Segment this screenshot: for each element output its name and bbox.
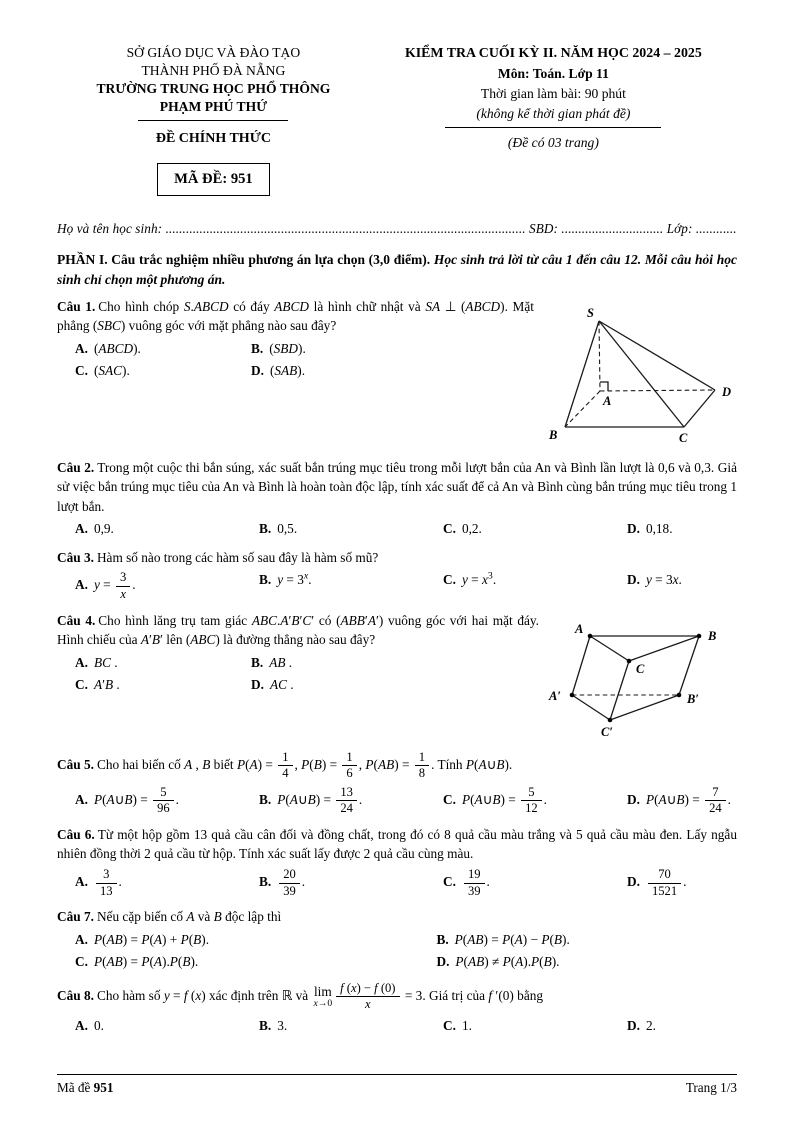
option-A: A. BC . xyxy=(75,654,118,670)
part1-heading-bold: PHẦN I. Câu trắc nghiệm nhiều phương án lựa chọn (3,0 điểm). xyxy=(57,252,431,268)
city-name: THÀNH PHỐ ĐÀ NẴNG xyxy=(141,62,286,78)
option-label: D. xyxy=(627,572,640,588)
question-text: Câu 3. Hàm số nào trong các hàm số sau đây là hàm số mũ? xyxy=(57,549,379,565)
answer-options xyxy=(57,569,737,603)
option-label: D. xyxy=(251,363,264,379)
answer-options xyxy=(57,338,534,383)
option-label: D. xyxy=(627,521,640,537)
option-D: D. 2. xyxy=(627,1018,656,1034)
exam-title: KIỂM TRA CUỐI KỲ II. NĂM HỌC 2024 – 2025 xyxy=(404,46,702,61)
option-label: C. xyxy=(443,521,456,537)
header-right-block xyxy=(370,44,737,196)
option-C: C. (SAC). xyxy=(75,363,130,379)
option-C: C. $y = x^3$. xyxy=(443,570,497,588)
question-number: Câu 7. xyxy=(57,909,94,925)
footer-page-number: Trang 1/3 xyxy=(685,1080,737,1095)
option-D: D. 0,18. xyxy=(627,521,673,537)
prism-figure-svg xyxy=(547,613,737,743)
option-label: B. xyxy=(436,931,449,947)
vertex-label-B′: B′ xyxy=(687,691,699,706)
question-number: Câu 8. xyxy=(57,988,94,1004)
question-number: Câu 3. xyxy=(57,549,94,565)
question-text: Câu 6. Từ một hộp gồm 13 quả cầu cân đối và đồng chất, trong đó có 8 quả cầu màu trắng và 5 quả cầu màu đen. Lấy ngẫu nhiên đồng thời 2 quả cầu từ hộp. Tính xác suất lấy được 2 quả cầu cùng màu. xyxy=(57,826,737,862)
vertex-label-B: B xyxy=(708,628,717,643)
option-B: B. $\frac{20}{39}$ . xyxy=(259,866,306,898)
vertex-label-C: C xyxy=(636,661,645,676)
option-label: C. xyxy=(75,954,88,970)
exam-code-box: MÃ ĐỀ: 951 xyxy=(157,163,270,196)
student-name-dots: .......................................................................................................... xyxy=(165,221,526,237)
option-D: D. P(AB) ≠ P(A).P(B). xyxy=(436,954,560,970)
vertex-label-A′: A′ xyxy=(549,688,561,703)
option-label: B. xyxy=(251,340,264,356)
vertex-label-D: D xyxy=(722,384,732,399)
option-label: C. xyxy=(443,874,456,890)
duration-note: (không kể thời gian phát đề) xyxy=(476,105,631,121)
question-1 xyxy=(57,297,737,451)
school-name-line1: TRƯỜNG TRUNG HỌC PHỔ THÔNG xyxy=(96,80,331,96)
option-label: A. xyxy=(75,340,88,356)
question-3 xyxy=(57,548,737,604)
option-C: C. P(AB) = P(A).P(B). xyxy=(75,954,199,970)
fraction: $\frac{1}{4}$ xyxy=(278,751,292,781)
option-label: A. xyxy=(75,874,88,890)
question-number: Câu 6. xyxy=(57,826,95,842)
question-6 xyxy=(57,825,737,900)
option-C: C. A′B . xyxy=(75,677,120,693)
question-number: Câu 2. xyxy=(57,459,95,475)
option-B: B. 3. xyxy=(259,1018,288,1034)
fraction: $\frac{7}{24}$ xyxy=(705,786,726,816)
option-label: A. xyxy=(75,931,88,947)
page-count-note: (Đề có 03 trang) xyxy=(507,135,599,151)
pyramid-figure-svg xyxy=(542,299,737,451)
fraction: $\frac{3}{13}$ xyxy=(96,868,117,898)
header-left-rule xyxy=(138,120,288,121)
page-footer xyxy=(57,1074,737,1096)
option-label: B. xyxy=(259,572,272,588)
question-text: Câu 7. Nếu cặp biến cố A và B độc lập thì xyxy=(57,909,282,925)
header-left-block xyxy=(57,44,370,196)
department-name: SỞ GIÁO DỤC VÀ ĐÀO TẠO xyxy=(126,45,301,60)
option-label: D. xyxy=(627,791,640,807)
option-label: A. xyxy=(75,577,88,593)
sbd-label: SBD: xyxy=(525,221,562,237)
option-label: C. xyxy=(443,1018,456,1034)
question-5 xyxy=(57,750,737,818)
question-text: Câu 1. Cho hình chóp S.ABCD có đáy ABCD là hình chữ nhật và SA ⊥ (ABCD). Mặt phẳng (SBC) vuông góc với mặt phẳng nào sau đây? xyxy=(57,298,534,334)
option-label: A. xyxy=(75,791,88,807)
option-A: A. 0,9. xyxy=(75,521,114,537)
option-B: B. $y = 3^x$. xyxy=(259,570,312,588)
part1-heading-italic: Học sinh trả lời từ câu 1 đến câu 12. Mỗi câu hỏi học sinh chỉ chọn một phương án. xyxy=(57,252,737,288)
option-label: C. xyxy=(443,791,456,807)
fraction: $\frac{13}{24}$ xyxy=(336,786,357,816)
option-label: B. xyxy=(259,1018,272,1034)
option-label: B. xyxy=(251,654,264,670)
option-label: C. xyxy=(75,363,88,379)
student-name-label: Họ và tên học sinh: xyxy=(57,221,166,237)
vertex-label-A: A xyxy=(603,393,612,408)
answer-options xyxy=(57,929,737,974)
option-D: D. P(A∪B) = $\frac{7}{24}$ . xyxy=(627,784,731,816)
option-label: C. xyxy=(443,572,456,588)
answer-options xyxy=(57,784,737,818)
option-D: D. y = 3x. xyxy=(627,572,682,588)
option-label: B. xyxy=(259,791,272,807)
part1-heading xyxy=(57,250,737,289)
option-C: C. $\frac{19}{39}$ . xyxy=(443,866,490,898)
option-label: D. xyxy=(436,954,450,970)
question-2 xyxy=(57,458,737,541)
option-D: D. AC . xyxy=(251,677,294,693)
option-label: A. xyxy=(75,1018,88,1034)
limit-expression: lim x→0 xyxy=(313,983,333,1009)
prism-figure xyxy=(547,611,737,743)
footer-exam-code: Mã đề 951 xyxy=(57,1080,114,1095)
option-A: A. $\frac{3}{13}$ . xyxy=(75,866,122,898)
fraction: $\frac{20}{39}$ xyxy=(279,868,300,898)
fraction: $\frac{5}{12}$ xyxy=(521,786,542,816)
option-A: A. P(A∪B) = $\frac{5}{96}$ . xyxy=(75,784,179,816)
option-label: A. xyxy=(75,654,88,670)
question-text: Câu 8. Cho hàm số y = f (x) xác định trên ℝ và lim x→0 $\frac{f (x) - f (0)}{x}$ = 3. Giá trị của f ′(0) bằng xyxy=(57,980,544,1012)
fraction: $\frac{70}{1521}$ xyxy=(648,868,681,898)
vertex-label-C: C xyxy=(679,430,688,445)
header-right-rule xyxy=(445,127,661,128)
answer-options xyxy=(57,866,737,900)
option-B: B. 0,5. xyxy=(259,521,298,537)
question-8 xyxy=(57,981,737,1038)
option-B: B. AB . xyxy=(251,654,293,670)
class-dots: ............ xyxy=(695,221,737,237)
answer-options xyxy=(57,518,737,541)
option-label: B. xyxy=(259,874,272,890)
fraction: $\frac{1}{8}$ xyxy=(415,751,429,781)
option-C: C. 1. xyxy=(443,1018,472,1034)
question-4 xyxy=(57,611,737,743)
class-label: Lớp: xyxy=(663,221,696,237)
fraction: $\frac{1}{6}$ xyxy=(342,751,356,781)
fraction: $\frac{3}{x}$ xyxy=(116,571,130,601)
vertex-label-S: S xyxy=(587,305,594,320)
fraction: $\frac{f (x) - f (0)}{x}$ xyxy=(336,982,399,1012)
option-B: B. P(AB) = P(A) − P(B). xyxy=(436,931,570,947)
question-text: Câu 5. Cho hai biến cố A , B biết P(A) = $\frac{1}{4}$ , P(B) = $\frac{1}{6}$ , P(AB) = $\frac{1}{8}$ . Tính P(A∪B). xyxy=(57,749,513,781)
option-C: C. P(A∪B) = $\frac{5}{12}$ . xyxy=(443,784,547,816)
official-exam-label: ĐỀ CHÍNH THỨC xyxy=(155,130,271,146)
option-B: B. P(A∪B) = $\frac{13}{24}$ . xyxy=(259,784,363,816)
option-A: A. 0. xyxy=(75,1018,104,1034)
question-number: Câu 5. xyxy=(57,756,94,772)
option-label: D. xyxy=(627,1018,640,1034)
question-number: Câu 1. xyxy=(57,298,96,314)
vertex-label-A: A xyxy=(575,621,584,636)
option-D: D. $\frac{70}{1521}$ . xyxy=(627,866,687,898)
option-A: A. y = $\frac{3}{x}$ . xyxy=(75,570,136,601)
pyramid-figure xyxy=(542,297,737,451)
option-label: B. xyxy=(259,521,272,537)
answer-options xyxy=(57,1015,737,1038)
duration: Thời gian làm bài: 90 phút xyxy=(480,85,626,101)
option-label: D. xyxy=(251,677,264,693)
subject-grade: Môn: Toán. Lớp 11 xyxy=(497,66,609,82)
fraction: $\frac{5}{96}$ xyxy=(153,786,174,816)
sbd-dots: .............................. xyxy=(561,221,664,237)
option-A: A. P(AB) = P(A) + P(B). xyxy=(75,931,210,947)
question-number: Câu 4. xyxy=(57,612,96,628)
question-text: Câu 4. Cho hình lăng trụ tam giác ABC.A′B′C′ có (ABB′A′) vuông góc với hai mặt đáy. Hình chiếu của A′B′ lên (ABC) là đường thẳng nào sau đây? xyxy=(57,612,539,648)
vertex-label-C′: C′ xyxy=(601,724,613,739)
school-name-line2: PHẠM PHÚ THỨ xyxy=(159,98,268,114)
student-info-line xyxy=(57,221,737,237)
vertex-label-B: B xyxy=(549,427,558,442)
questions-list xyxy=(57,297,737,1038)
option-label: A. xyxy=(75,521,88,537)
option-C: C. 0,2. xyxy=(443,521,482,537)
option-label: C. xyxy=(75,677,88,693)
right-angle-mark xyxy=(600,382,608,391)
fraction: $\frac{19}{39}$ xyxy=(464,868,485,898)
question-7 xyxy=(57,907,737,974)
option-A: A. (ABCD). xyxy=(75,340,141,356)
option-D: D. (SAB). xyxy=(251,363,306,379)
exam-header xyxy=(57,44,737,196)
option-B: B. (SBD). xyxy=(251,340,306,356)
question-text: Câu 2. Trong một cuộc thi bắn súng, xác suất bắn trúng mục tiêu trong mỗi lượt bắn của An và Bình lần lượt là 0,6 và 0,3. Giả sử việc bắn trúng mục tiêu của An và Bình là hoàn toàn độc lập, tính xác suất để cả An và Bình cùng bắn trúng mục tiêu trong 1 lượt bắn. xyxy=(57,459,738,514)
answer-options xyxy=(57,652,539,697)
option-label: D. xyxy=(627,874,640,890)
